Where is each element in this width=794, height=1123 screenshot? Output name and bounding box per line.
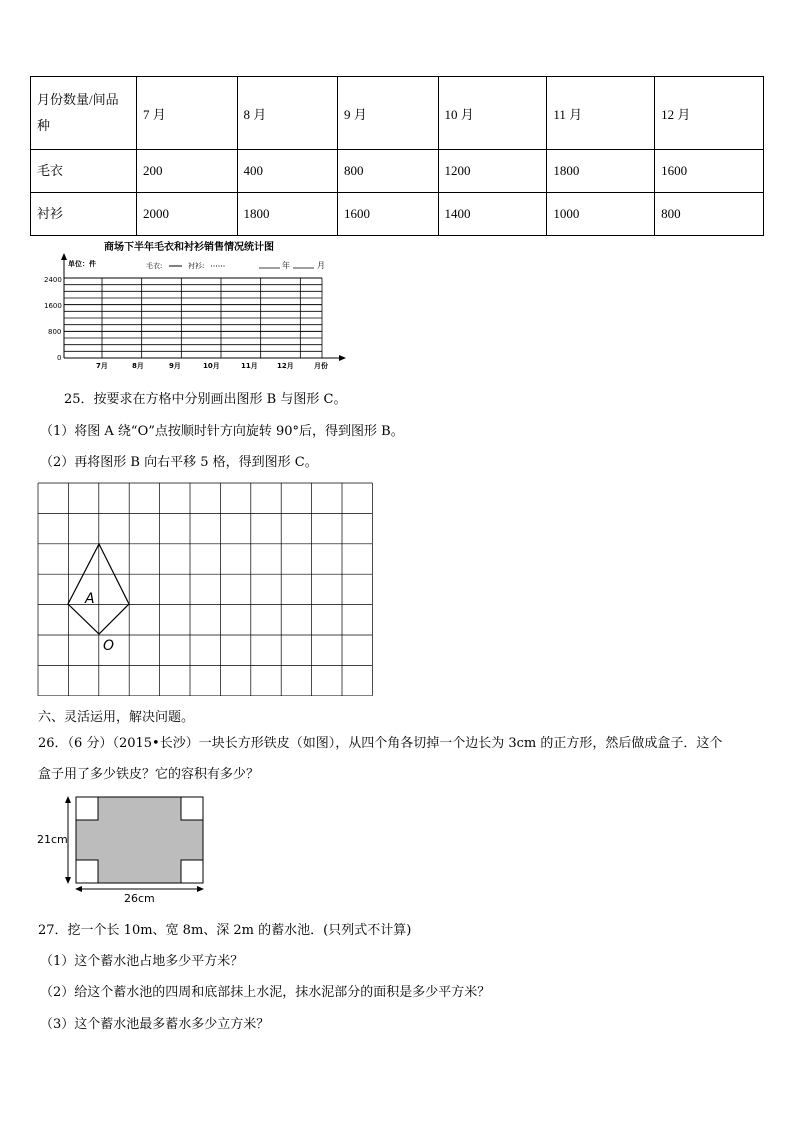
iron-sheet-diagram xyxy=(36,792,216,904)
table-cell: 800 xyxy=(338,150,439,193)
table-header-cell: 8 月 xyxy=(237,77,338,150)
table-header-cell: 12 月 xyxy=(655,77,764,150)
table-cell: 1200 xyxy=(438,150,547,193)
legend-sweater: 毛衣: xyxy=(146,262,163,270)
table-cell: 200 xyxy=(137,150,238,193)
q26-line2: 盒子用了多少铁皮？它的容积有多少？ xyxy=(38,767,260,782)
table-row-shirt xyxy=(31,193,764,236)
section-six-heading: 六、灵活运用，解决问题。 xyxy=(38,710,195,725)
row-label: 毛衣 xyxy=(31,150,137,193)
sales-table xyxy=(30,76,764,236)
table-header-cell: 11 月 xyxy=(547,77,655,150)
point-o-label: O xyxy=(103,638,115,654)
square-grid xyxy=(38,483,372,696)
table-cell: 1600 xyxy=(338,193,439,236)
q27-sub1: （1）这个蓄水池占地多少平方米？ xyxy=(40,954,244,969)
height-arrow-top xyxy=(65,796,71,803)
legend-shirt: 衬衫: xyxy=(188,262,205,270)
x-tick-label: 12月 xyxy=(277,362,294,370)
table-cell: 400 xyxy=(237,150,338,193)
q25-step1: （1）将图 A 绕“O”点按顺时针方向旋转 90°后，得到图形 B。 xyxy=(40,424,404,439)
y-tick-label: 800 xyxy=(48,328,62,336)
table-cell: 1800 xyxy=(237,193,338,236)
table-cell: 800 xyxy=(655,193,764,236)
shape-a-label: A xyxy=(85,591,95,607)
table-header-row xyxy=(31,77,764,150)
table-header-cell: 10 月 xyxy=(438,77,547,150)
q25-title: 25．按要求在方格中分别画出图形 B 与图形 C。 xyxy=(64,392,347,407)
x-axis-arrow xyxy=(339,355,346,361)
line-chart-grid xyxy=(28,252,358,372)
y-tick-label: 2400 xyxy=(44,276,62,284)
y-axis-arrow xyxy=(61,253,67,260)
q26-line1: 26．（6 分）（2015•长沙）一块长方形铁皮（如图），从四个角各切掉一个边长为 3cm 的正方形，然后做成盒子．这个 xyxy=(38,736,723,751)
height-arrow-bottom xyxy=(65,877,71,884)
table-header-cell: 7 月 xyxy=(137,77,238,150)
x-tick-label: 11月 xyxy=(241,362,258,370)
chart-title: 商场下半年毛衣和衬衫销售情况统计图 xyxy=(104,242,274,253)
height-label: 21cm xyxy=(37,833,68,846)
x-tick-label: 10月 xyxy=(203,362,220,370)
chart-unit-label: 单位：件 xyxy=(68,260,96,268)
x-tick-label: 9月 xyxy=(169,362,181,370)
q27-title: 27．挖一个长 10m、宽 8m、深 2m 的蓄水池．(只列式不计算) xyxy=(38,923,412,938)
chart-month-label: 月 xyxy=(317,261,325,270)
width-arrow-right xyxy=(197,886,204,892)
chart-year-label: 年 xyxy=(282,261,290,270)
table-cell: 1800 xyxy=(547,150,655,193)
chart-gridlines xyxy=(64,278,322,358)
table-corner-header: 月份数量/间品种 xyxy=(31,77,137,150)
table-cell: 1400 xyxy=(438,193,547,236)
table-cell: 2000 xyxy=(137,193,238,236)
y-tick-label: 1600 xyxy=(44,302,62,310)
table-cell: 1600 xyxy=(655,150,764,193)
table-header-cell: 9 月 xyxy=(338,77,439,150)
x-axis-label: 月份 xyxy=(314,362,328,370)
x-tick-label: 8月 xyxy=(132,362,144,370)
table-row-sweater xyxy=(31,150,764,193)
width-label: 26cm xyxy=(124,892,155,904)
x-tick-label: 7月 xyxy=(96,362,108,370)
table-cell: 1000 xyxy=(547,193,655,236)
width-arrow-left xyxy=(75,886,82,892)
row-label: 衬衫 xyxy=(31,193,137,236)
q27-sub3: （3）这个蓄水池最多蓄水多少立方米？ xyxy=(40,1017,270,1032)
q27-sub2: （2）给这个蓄水池的四周和底部抹上水泥，抹水泥部分的面积是多少平方米？ xyxy=(40,985,491,1000)
y-tick-label: 0 xyxy=(57,354,62,362)
rotation-grid xyxy=(37,482,373,696)
q25-step2: （2）再将图形 B 向右平移 5 格，得到图形 C。 xyxy=(40,455,318,470)
